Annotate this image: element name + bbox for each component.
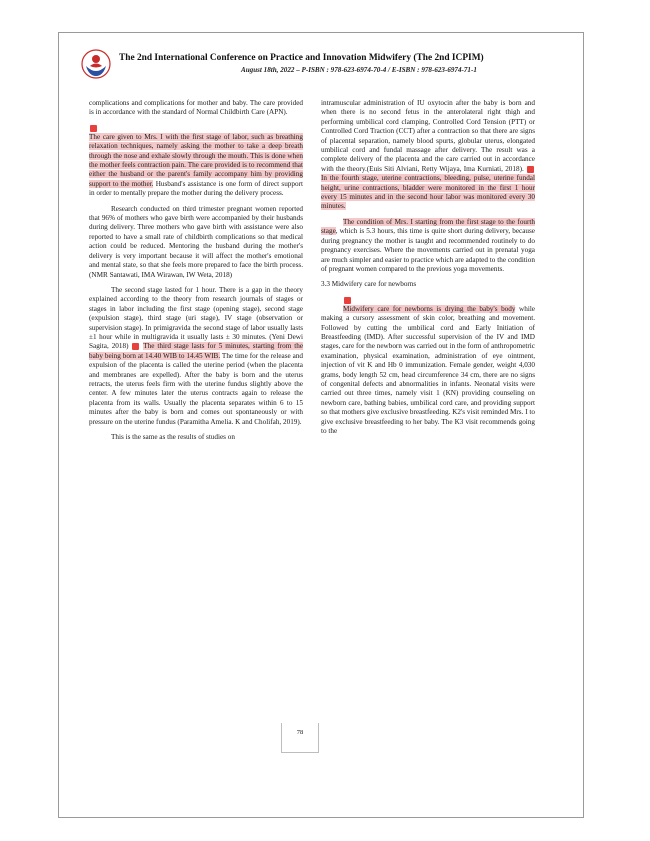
document-page — [58, 32, 584, 818]
conference-title: The 2nd International Conference on Practice and Innovation Midwifery (The 2nd ICPIM) — [119, 53, 484, 63]
paragraph-text: Husband's assistance is one form of direct support in order to mentally prepare the mother during the delivery process. — [89, 179, 303, 198]
conference-isbn: August 18th, 2022 – P-ISBN : 978-623-6974-70-4 / E-ISBN : 978-623-6974-71-1 — [241, 66, 477, 74]
highlighted-text[interactable]: The third stage lasts for 5 minutes, starting from the baby being born at 14.40 WIB to 14.45 WIB. — [89, 342, 304, 360]
paragraph-text: while making a cursory assessment of skin color, breathing and movement. Followed by cutting the umbilical cord and Early Initiation of Breastfeeding (IMD). After successful supervision of the IV and IMD stages, care for the newborn was carried out in the form of anthropometric examination, physical examination, administration of eye ointment, injection of vit K and Hb 0 immunization. Female gender, weight 4,030 grams, body length 52 cm, head circumference 34 cm, there are no signs of congenital defects and abnormalities in infants. Neonatal visits were carried out three times, namely visit 1 (KN) providing counseling on newborn care, bathing babies, umbilical cord care, and providing support so that mothers give exclusive breastfeeding. K2's visit reminded Mrs. I to give exclusive breastfeeding to her baby. The K3 visit recommends going to the — [321, 304, 536, 435]
paragraph-text: The second stage lasted for 1 hour. There is a gap in the theory explained according to the theory from research journals of stages or stages in labor including the first stage (opening stage), second stage (expulsion stage), third stage (uri stage), IV stage (observation or supervision stage). In primigravida the second stage of labor usually lasts ±1 hour while in multigravida it usually lasts ± 30 minutes. (Yeni Dewi Sagita, 2018) — [89, 285, 303, 351]
paragraph-text: , which is 5.3 hours, this time is quite short during delivery, because during pregnancy the mother is taught and recommended routinely to do pregnancy exercises. Where the movements carried out in prenatal yoga are much simpler and easier to practice which are adapted to the condition of pregnant women compared to the previous yoga movements. — [321, 227, 535, 273]
comment-marker-icon[interactable] — [344, 297, 351, 304]
comment-marker-icon[interactable] — [90, 125, 97, 132]
paragraph-text: The time for the release and expulsion of the placenta is called the uterine period (when the placenta and membranes are expelled). After the baby is born and the uterus retracts, the uterus feels firm with the uterine fundus slightly above the center. A few minutes later the uterus contracts again to release the placenta from its walls. Usually the placenta separates within 6 to 15 minutes after the baby is born and comes out spontaneously or with pressure on the uterine fundus (Paramitha Amelia. K and Cholifah, 2019). — [89, 351, 304, 426]
paragraph-text: intramuscular administration of IU oxytocin after the baby is born and when there is no second fetus in the anterolateral right thigh and performing umbilical cord clamping, Controlled Cord Tension (PTT) or Controlled Cord Traction (CCT) after a contraction so that there are signs of placental separation, namely blood spurts, globular uterus, elongated umbilical cord and fundal massage after delivery. The result was a complete delivery of the placenta and the care carried out in accordance with the theory.(Euis Siti Alviani, Retty Wijaya, Ima Kurniati, 2018). — [321, 99, 535, 173]
paragraph: complications and complications for mother and baby. The care provided is in accordance with the standard of Normal Childbirth Care (APN). — [89, 99, 303, 117]
left-column — [89, 99, 303, 448]
page-number: 78 — [281, 723, 319, 753]
highlighted-text[interactable]: The care given to Mrs. I with the first stage of labor, such as breathing relaxation techniques, namely asking the mother to take a deep breath through the nose and exhale slowly through the mouth. This is done when the mother feels contraction pain. The care provided is to recommend that either the husband or the parent's family accompany him by providing support to the mother. — [89, 132, 303, 188]
paragraph: Research conducted on third trimester pregnant women reported that 96% of mothers who gave birth were accompanied by their husbands during delivery. Three mothers who gave birth with assistance were also reported to have a small rate of childbirth complications so that medical action could be reduced. Mentoring the husband during the mother's delivery is very important because it will affect the mother's emotional and mental state, so that she feels more prepared to face the birth process. (NMR Santawati, IMA Wirawan, IW Weta, 2018) — [89, 204, 303, 279]
comment-marker-icon[interactable] — [527, 166, 534, 173]
section-heading: 3.3 Midwifery care for newborns — [321, 280, 417, 289]
highlighted-text[interactable]: In the fourth stage, uterine contractions, bleeding, pulse, uterine fundal height, urine contractions, bladder were monitored in the first 1 hour every 15 minutes and in the second hour labor was monitored every 30 minutes. — [321, 174, 535, 211]
right-column — [321, 99, 535, 442]
page-header — [81, 49, 571, 81]
conference-logo-icon — [81, 49, 111, 79]
comment-marker-icon[interactable] — [132, 343, 139, 350]
highlighted-text[interactable]: Midwifery care for newborns is drying the baby's body — [343, 304, 516, 313]
highlighted-text[interactable]: The condition of Mrs. I starting from the first stage to the fourth stage — [321, 217, 535, 236]
paragraph: This is the same as the results of studies on — [111, 433, 235, 441]
